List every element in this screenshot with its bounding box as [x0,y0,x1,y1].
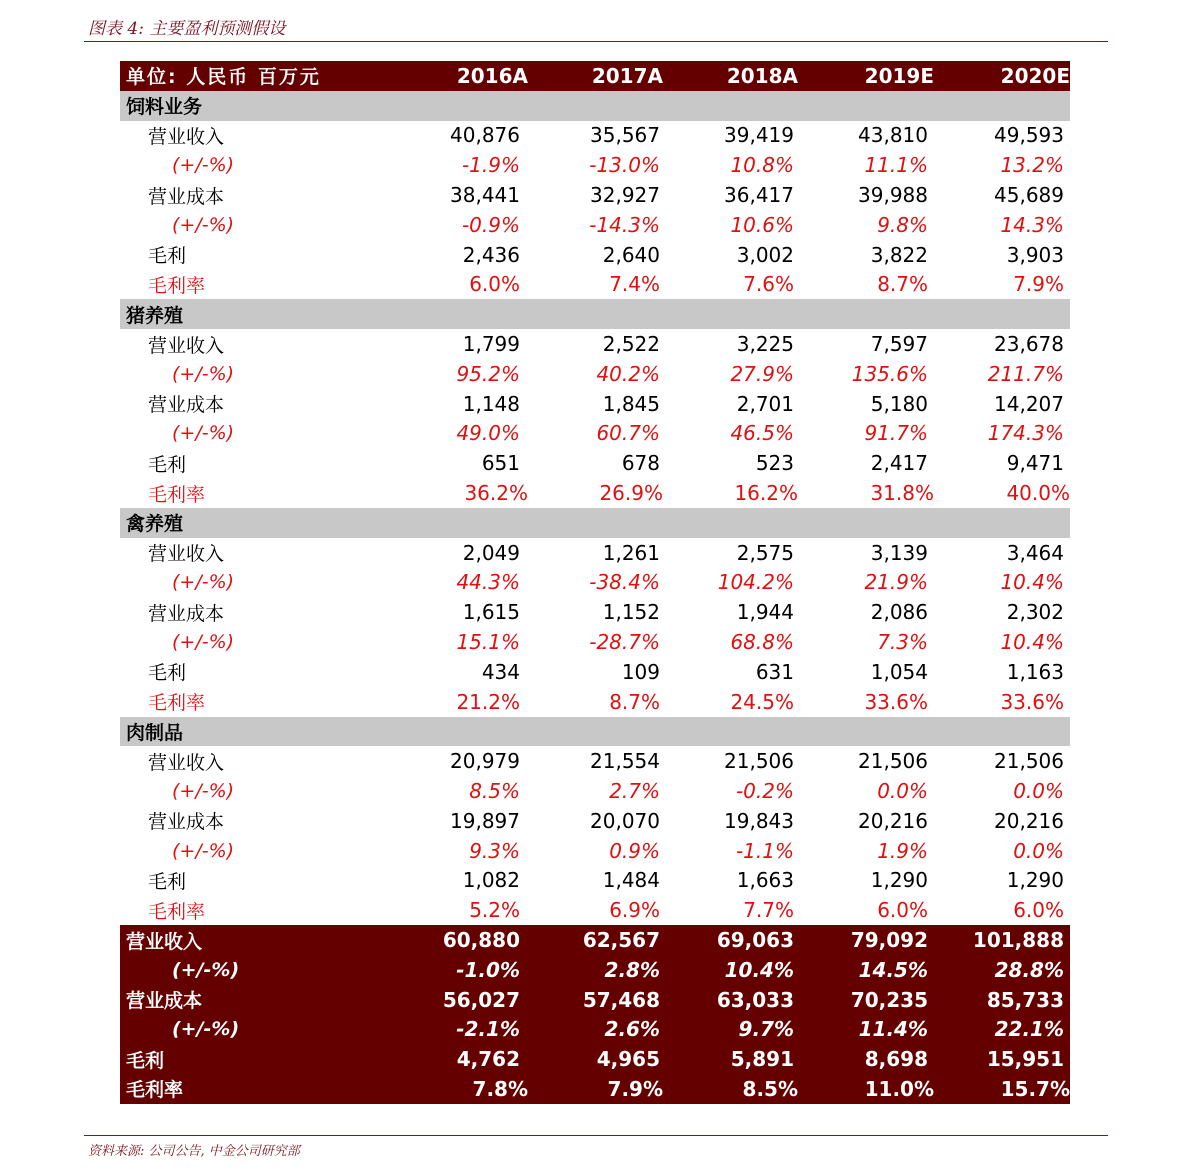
source-note: 资料来源: 公司公告, 中金公司研究部 [88,1144,300,1159]
table-cell: 2.6% [604,1017,660,1042]
table-cell: -28.7% [589,630,660,655]
table-row [120,448,1070,478]
section-title: 饲料业务 [126,96,203,119]
total-row [120,1044,1070,1074]
table-cell: 3,822 [870,242,928,267]
table-cell: -1.9% [461,153,520,178]
row-label: (+/-%) [172,213,235,236]
table-cell: 101,888 [972,928,1064,952]
table-cell: 11.4% [858,1017,928,1042]
row-label: (+/-%) [172,1018,240,1041]
table-cell: 15,951 [986,1047,1064,1072]
table-cell: 40.0% [1006,481,1070,506]
row-label: 营业成本 [126,990,203,1013]
table-cell: 1,152 [602,600,660,625]
table-cell: 9.8% [877,212,928,237]
section-header-row [120,91,1070,121]
table-cell: 26.9% [599,481,663,506]
table-cell: 33.6% [864,689,928,714]
table-row [120,150,1070,180]
table-cell: 21,554 [590,749,660,774]
table-row [120,359,1070,389]
table-cell: 56,027 [442,987,520,1012]
table-cell: 13.2% [1000,153,1064,178]
table-cell: 27.9% [730,361,794,386]
table-cell: 40.2% [596,361,660,386]
table-cell: 70,235 [850,987,928,1012]
row-label: 营业成本 [148,602,225,625]
table-cell: 1,944 [736,600,794,625]
table-cell: 2,086 [870,600,928,625]
section-header-row [120,508,1070,538]
table-cell: 109 [621,659,660,684]
table-cell: 8.5% [742,1076,798,1101]
table-row [120,419,1070,449]
table-cell: 44.3% [456,570,520,595]
table-row [120,776,1070,806]
table-cell: 1,290 [1006,868,1064,893]
table-cell: 19,843 [724,808,794,833]
table-row [120,895,1070,925]
table-cell: 32,927 [590,183,660,208]
table-cell: 60.7% [596,421,660,446]
row-label: 营业收入 [148,125,225,148]
table-cell: 43,810 [858,123,928,148]
table-cell: 1,799 [462,332,520,357]
table-cell: -14.3% [589,212,660,237]
table-cell: 651 [481,451,520,476]
row-label: 营业收入 [148,543,225,566]
table-cell: 10.4% [1000,630,1064,655]
table-cell: 1,054 [870,659,928,684]
forecast-table [120,61,1070,1104]
table-cell: 1,845 [602,391,660,416]
table-cell: 7.4% [609,272,660,297]
table-row [120,866,1070,896]
table-cell: 49.0% [456,421,520,446]
table-cell: 174.3% [987,421,1064,446]
table-cell: 1,663 [736,868,794,893]
row-label: 营业收入 [148,751,225,774]
table-cell: 36,417 [724,183,794,208]
table-cell: 10.4% [1000,570,1064,595]
row-label: 毛利率 [148,692,206,715]
table-cell: 4,965 [596,1047,660,1072]
table-cell: 2,049 [462,540,520,565]
table-cell: -0.2% [735,779,794,804]
table-cell: 211.7% [987,361,1064,386]
table-cell: 2,701 [736,391,794,416]
table-cell: 2,522 [602,332,660,357]
table-row [120,121,1070,151]
total-row [120,1015,1070,1045]
table-cell: 3,139 [870,540,928,565]
table-cell: 8.7% [609,689,660,714]
table-cell: 46.5% [730,421,794,446]
table-cell: 6.0% [877,898,928,923]
section-header-row [120,299,1070,329]
table-cell: 6.9% [609,898,660,923]
section-title: 禽养殖 [126,513,184,536]
table-cell: 10.4% [724,957,794,982]
table-cell: 523 [755,451,794,476]
top-rule [84,41,1108,42]
table-cell: 8.5% [469,779,520,804]
table-cell: 91.7% [864,421,928,446]
table-cell: 28.8% [994,957,1064,982]
total-row [120,1074,1070,1104]
table-row [120,597,1070,627]
table-cell: 39,419 [724,123,794,148]
table-cell: 3,903 [1006,242,1064,267]
table-cell: 62,567 [582,928,660,952]
table-cell: 39,988 [858,183,928,208]
table-cell: 7.7% [743,898,794,923]
row-label: (+/-%) [172,154,235,177]
table-cell: 104.2% [717,570,794,595]
table-cell: 19,897 [450,808,520,833]
row-label: (+/-%) [172,631,235,654]
table-cell: 15.7% [1000,1076,1070,1101]
table-cell: 14.5% [858,957,928,982]
table-cell: 1,484 [602,868,660,893]
total-row [120,955,1070,985]
table-cell: 1,290 [870,868,928,893]
table-cell: 2.8% [604,957,660,982]
table-cell: 16.2% [734,481,798,506]
row-label: 毛利 [148,870,187,893]
year-header: 2017A [591,63,663,88]
year-header: 2020E [1000,63,1070,88]
table-cell: 1,148 [462,391,520,416]
table-cell: 20,216 [994,808,1064,833]
table-cell: 1,615 [462,600,520,625]
table-cell: 3,225 [736,332,794,357]
table-row [120,627,1070,657]
table-cell: 7.9% [1013,272,1064,297]
table-cell: 57,468 [582,987,660,1012]
table-cell: -38.4% [589,570,660,595]
table-cell: -13.0% [589,153,660,178]
row-label: (+/-%) [172,780,235,803]
table-cell: 24.5% [730,689,794,714]
table-cell: 38,441 [450,183,520,208]
table-cell: 0.0% [877,779,928,804]
row-label: 营业成本 [148,394,225,417]
table-cell: 20,070 [590,808,660,833]
table-cell: 9.3% [469,838,520,863]
row-label: 营业成本 [148,811,225,834]
table-cell: 36.2% [464,481,528,506]
table-cell: 6.0% [1013,898,1064,923]
row-label: 营业收入 [126,930,203,953]
unit-label: 单位: 人民币 百万元 [126,66,321,89]
table-cell: 11.1% [864,153,928,178]
table-cell: 0.0% [1013,838,1064,863]
section-header-row [120,717,1070,747]
table-cell: 434 [481,659,520,684]
table-row [120,329,1070,359]
table-cell: 22.1% [994,1017,1064,1042]
table-cell: 21,506 [858,749,928,774]
table-row [120,746,1070,776]
table-row [120,389,1070,419]
row-label: 毛利 [126,1049,165,1072]
table-cell: 7.6% [743,272,794,297]
table-cell: 2.7% [609,779,660,804]
table-cell: 4,762 [456,1047,520,1072]
year-header: 2019E [864,63,934,88]
bottom-rule [84,1135,1108,1136]
table-row [120,687,1070,717]
table-cell: 631 [755,659,794,684]
table-cell: 21.2% [456,689,520,714]
table-row [120,657,1070,687]
table-cell: 20,216 [858,808,928,833]
figure-title: 图表 4: 主要盈利预测假设 [88,19,286,39]
table-cell: 3,002 [736,242,794,267]
table-cell: 33.6% [1000,689,1064,714]
table-cell: -1.0% [456,957,520,982]
table-cell: 21,506 [994,749,1064,774]
table-cell: 8,698 [864,1047,928,1072]
table-cell: 15.1% [456,630,520,655]
table-body [120,91,1070,1104]
table-cell: 31.8% [870,481,934,506]
table-cell: 2,436 [462,242,520,267]
table-row [120,180,1070,210]
table-cell: 8.7% [877,272,928,297]
table-cell: 7.3% [877,630,928,655]
row-label: 毛利 [148,245,187,268]
table-row [120,240,1070,270]
table-cell: 21.9% [864,570,928,595]
table-cell: 69,063 [716,928,794,952]
table-cell: 1,261 [602,540,660,565]
section-title: 猪养殖 [126,304,184,327]
table-cell: 1,082 [462,868,520,893]
table-cell: 45,689 [994,183,1064,208]
table-row [120,538,1070,568]
table-row [120,806,1070,836]
table-row [120,836,1070,866]
year-header: 2016A [456,63,528,88]
table-cell: 2,640 [602,242,660,267]
table-cell: -0.9% [461,212,520,237]
table-cell: 9,471 [1006,451,1064,476]
table-row [120,270,1070,300]
table-cell: 20,979 [450,749,520,774]
table-cell: 68.8% [730,630,794,655]
table-row [120,210,1070,240]
table-cell: 7.9% [607,1076,663,1101]
table-cell: 40,876 [450,123,520,148]
table-cell: 5,180 [870,391,928,416]
table-cell: 60,880 [442,928,520,952]
row-label: 毛利率 [148,274,206,297]
table-cell: 35,567 [590,123,660,148]
table-cell: 95.2% [456,361,520,386]
table-cell: 6.0% [469,272,520,297]
table-cell: -1.1% [735,838,794,863]
table-cell: 0.9% [609,838,660,863]
total-row [120,925,1070,955]
table-cell: 2,417 [870,451,928,476]
row-label: 毛利率 [126,1079,184,1102]
table-cell: 14.3% [1000,212,1064,237]
table-cell: 11.0% [864,1076,934,1101]
table-cell: 1.9% [877,838,928,863]
table-cell: 5.2% [469,898,520,923]
table-cell: 14,207 [994,391,1064,416]
table-cell: 2,575 [736,540,794,565]
row-label: 毛利率 [148,483,206,506]
row-label: 营业成本 [148,185,225,208]
row-label: (+/-%) [172,422,235,445]
row-label: 毛利 [148,662,187,685]
row-label: 毛利率 [148,900,206,923]
table-header-row [120,61,1070,91]
table-cell: 7,597 [870,332,928,357]
table-cell: 63,033 [716,987,794,1012]
table-cell: 10.8% [730,153,794,178]
table-cell: 9.7% [738,1017,794,1042]
total-row [120,985,1070,1015]
table-cell: 7.8% [472,1076,528,1101]
row-label: (+/-%) [172,958,240,981]
section-title: 肉制品 [126,721,184,744]
row-label: 营业收入 [148,334,225,357]
table-cell: 2,302 [1006,600,1064,625]
table-cell: 678 [621,451,660,476]
table-cell: 21,506 [724,749,794,774]
table-cell: 1,163 [1006,659,1064,684]
row-label: (+/-%) [172,571,235,594]
table-cell: 23,678 [994,332,1064,357]
table-cell: 85,733 [986,987,1064,1012]
table-cell: -2.1% [456,1017,520,1042]
table-cell: 5,891 [730,1047,794,1072]
table-row [120,478,1070,508]
row-label: (+/-%) [172,362,235,385]
row-label: 毛利 [148,453,187,476]
table-cell: 0.0% [1013,779,1064,804]
row-label: (+/-%) [172,839,235,862]
year-header: 2018A [726,63,798,88]
table-cell: 49,593 [994,123,1064,148]
table-cell: 79,092 [850,928,928,952]
table-cell: 135.6% [851,361,928,386]
table-cell: 3,464 [1006,540,1064,565]
table-row [120,568,1070,598]
table-cell: 10.6% [730,212,794,237]
